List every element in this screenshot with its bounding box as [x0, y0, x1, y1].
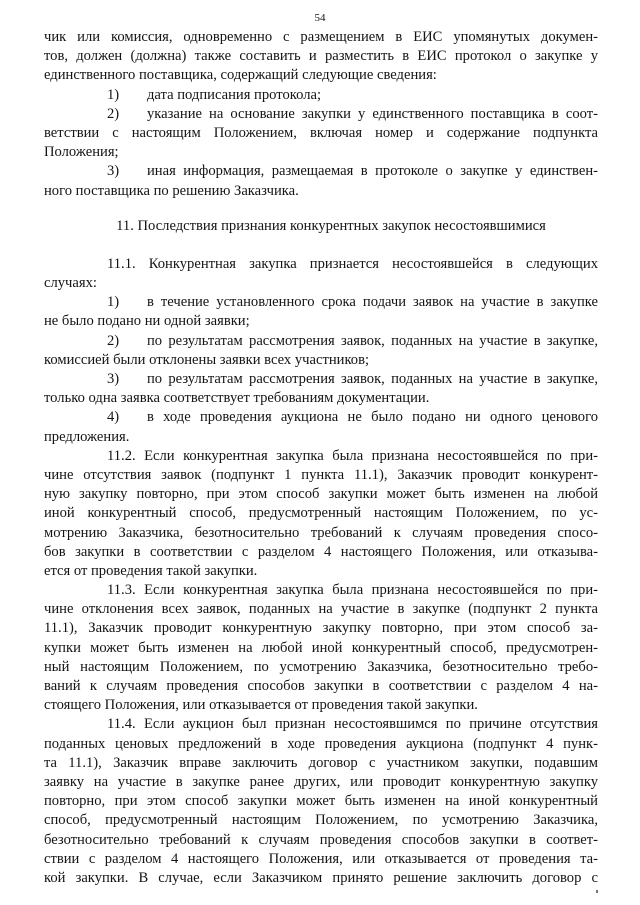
- text-line: кой закупки. В случае, если Заказчиком принято решение заключить договор с: [44, 869, 598, 886]
- page-body: [44, 28, 598, 888]
- list-item: [44, 293, 598, 331]
- text-line: Положения;: [44, 144, 119, 161]
- list-number: 1): [107, 294, 120, 311]
- paragraph-11-2: [44, 447, 598, 581]
- text-line: 3) по результатам рассмотрения заявок, поданных на участие в закупке,: [44, 370, 598, 389]
- scan-artifact: [596, 890, 598, 893]
- text-line: купки может быть изменен на любой иной конкурентный способ, предусмотрен-: [44, 639, 598, 656]
- text-line: бов закупки в соответствии с разделом 4 настоящего Положения, или отказыва-: [44, 543, 598, 560]
- text-line: 2) указание на основание закупки у единственного поставщика в соот-: [44, 105, 598, 124]
- text-line: 11.1. Конкурентная закупка признается несостоявшейся в следующих: [107, 255, 598, 272]
- text-line: 1) в течение установленного срока подачи заявок на участие в закупке: [44, 293, 598, 312]
- list-number: 2): [107, 105, 120, 122]
- paragraph-11-4: [44, 715, 598, 888]
- spacer: [44, 201, 598, 217]
- list-number: 3): [107, 371, 120, 387]
- text-line: чине отклонения всех заявок, поданных на участие в закупке (подпункт 2 пункта: [44, 601, 598, 618]
- text-line: ного поставщика по решению Заказчика.: [44, 182, 299, 199]
- list-number: 4): [107, 409, 120, 426]
- text-line: не было подано ни одной заявки;: [44, 313, 250, 330]
- continuation-paragraph: [44, 28, 598, 86]
- text-line: 11.3. Если конкурентная закупка была признана несостоявшейся по при-: [107, 582, 598, 599]
- text-line: предложения.: [44, 428, 130, 445]
- list-item: [44, 370, 598, 408]
- text-line: комиссией были отклонены заявки всех участников;: [44, 351, 370, 368]
- text-line: чик или комиссия, одновременно с размещением в ЕИС упомянутых докумен-: [44, 29, 598, 45]
- text-line: ваний к случаям проведения способов закупки в соответствии с разделом 4 на-: [44, 678, 598, 694]
- text-line: безотносительно требований к случаям проведения способов закупки в соответ-: [44, 831, 598, 848]
- page-number: 54: [314, 12, 326, 24]
- text-line: 3) иная информация, размещаемая в протоколе о закупке у единствен-: [44, 162, 598, 181]
- text-line: только одна заявка соответствует требованиям документации.: [44, 390, 430, 407]
- text-line: та 11.1), Заказчик вправе заключить договор с участником закупки, подавшим: [44, 754, 598, 771]
- text-line: 11.1), Заказчик проводит конкурентную закупку повторно, при этом способ за-: [44, 620, 598, 637]
- text-line: 11.2. Если конкурентная закупка была признана несостоявшейся по при-: [107, 447, 598, 464]
- text-line: иной конкурентный способ, предусмотренный настоящим Положением, по ус-: [44, 505, 598, 522]
- text-line: заявку на участие в закупке ранее других, или проводит конкурентную закупку: [44, 773, 598, 790]
- text-line: ный настоящим Положением, по усмотрению Заказчика, безотносительно требо-: [44, 658, 598, 675]
- list-item: [44, 332, 598, 370]
- text-line: поданных ценовых предложений в ходе проведения аукциона (подпункт 4 пунк-: [44, 735, 598, 752]
- list-item: [44, 86, 598, 105]
- list-item: [44, 408, 598, 446]
- text-line: 1) дата подписания протокола;: [44, 86, 598, 105]
- text-line: стоящего Положения, или отказывается от проведения такой закупки.: [44, 697, 478, 714]
- paragraph-11-1: [44, 255, 598, 293]
- spacer: [44, 236, 598, 255]
- text-line: способ, предусмотренный настоящим Положением, по усмотрению Заказчика,: [44, 812, 598, 829]
- paragraph-11-3: [44, 581, 598, 715]
- text-line: ствии с разделом 4 настоящего Положения, или отказывается от проведения та-: [44, 850, 598, 867]
- text-line: чине отсутствия заявок (подпункт 1 пункта 11.1), Заказчик проводит конкурент-: [44, 466, 598, 483]
- text-line: повторно, при этом способ закупки может быть изменен на иной конкурентный: [44, 793, 598, 810]
- text-line: 4) в ходе проведения аукциона не было подано ни одного ценового: [44, 408, 598, 427]
- list-number: 1): [107, 86, 120, 103]
- section-heading: 11. Последствия признания конкурентных закупок несостоявшимися: [116, 217, 546, 234]
- list-item: [44, 162, 598, 200]
- text-line: 11.4. Если аукцион был признан несостоявшимся по причине отсутствия: [107, 716, 598, 733]
- text-line: ется от проведения такой закупки.: [44, 562, 258, 579]
- list-number: 2): [107, 332, 120, 349]
- list-item: [44, 105, 598, 163]
- text-line: случаях:: [44, 275, 97, 292]
- text-line: тов, должен (должна) также составить и разместить в ЕИС протокол о закупке у: [44, 48, 598, 65]
- text-line: единственного поставщика, содержащий следующие сведения:: [44, 67, 437, 84]
- text-line: мотрению Заказчика, безотносительно требований к случаям проведения спосо-: [44, 524, 598, 541]
- list-number: 3): [107, 163, 120, 180]
- text-line: ветствии с настоящим Положением, включая номер и содержание подпункта: [44, 124, 598, 141]
- text-line: 2) по результатам рассмотрения заявок, поданных на участие в закупке,: [44, 332, 598, 351]
- text-line: ную закупку повторно, при этом способ закупки может быть изменен на любой: [44, 486, 598, 503]
